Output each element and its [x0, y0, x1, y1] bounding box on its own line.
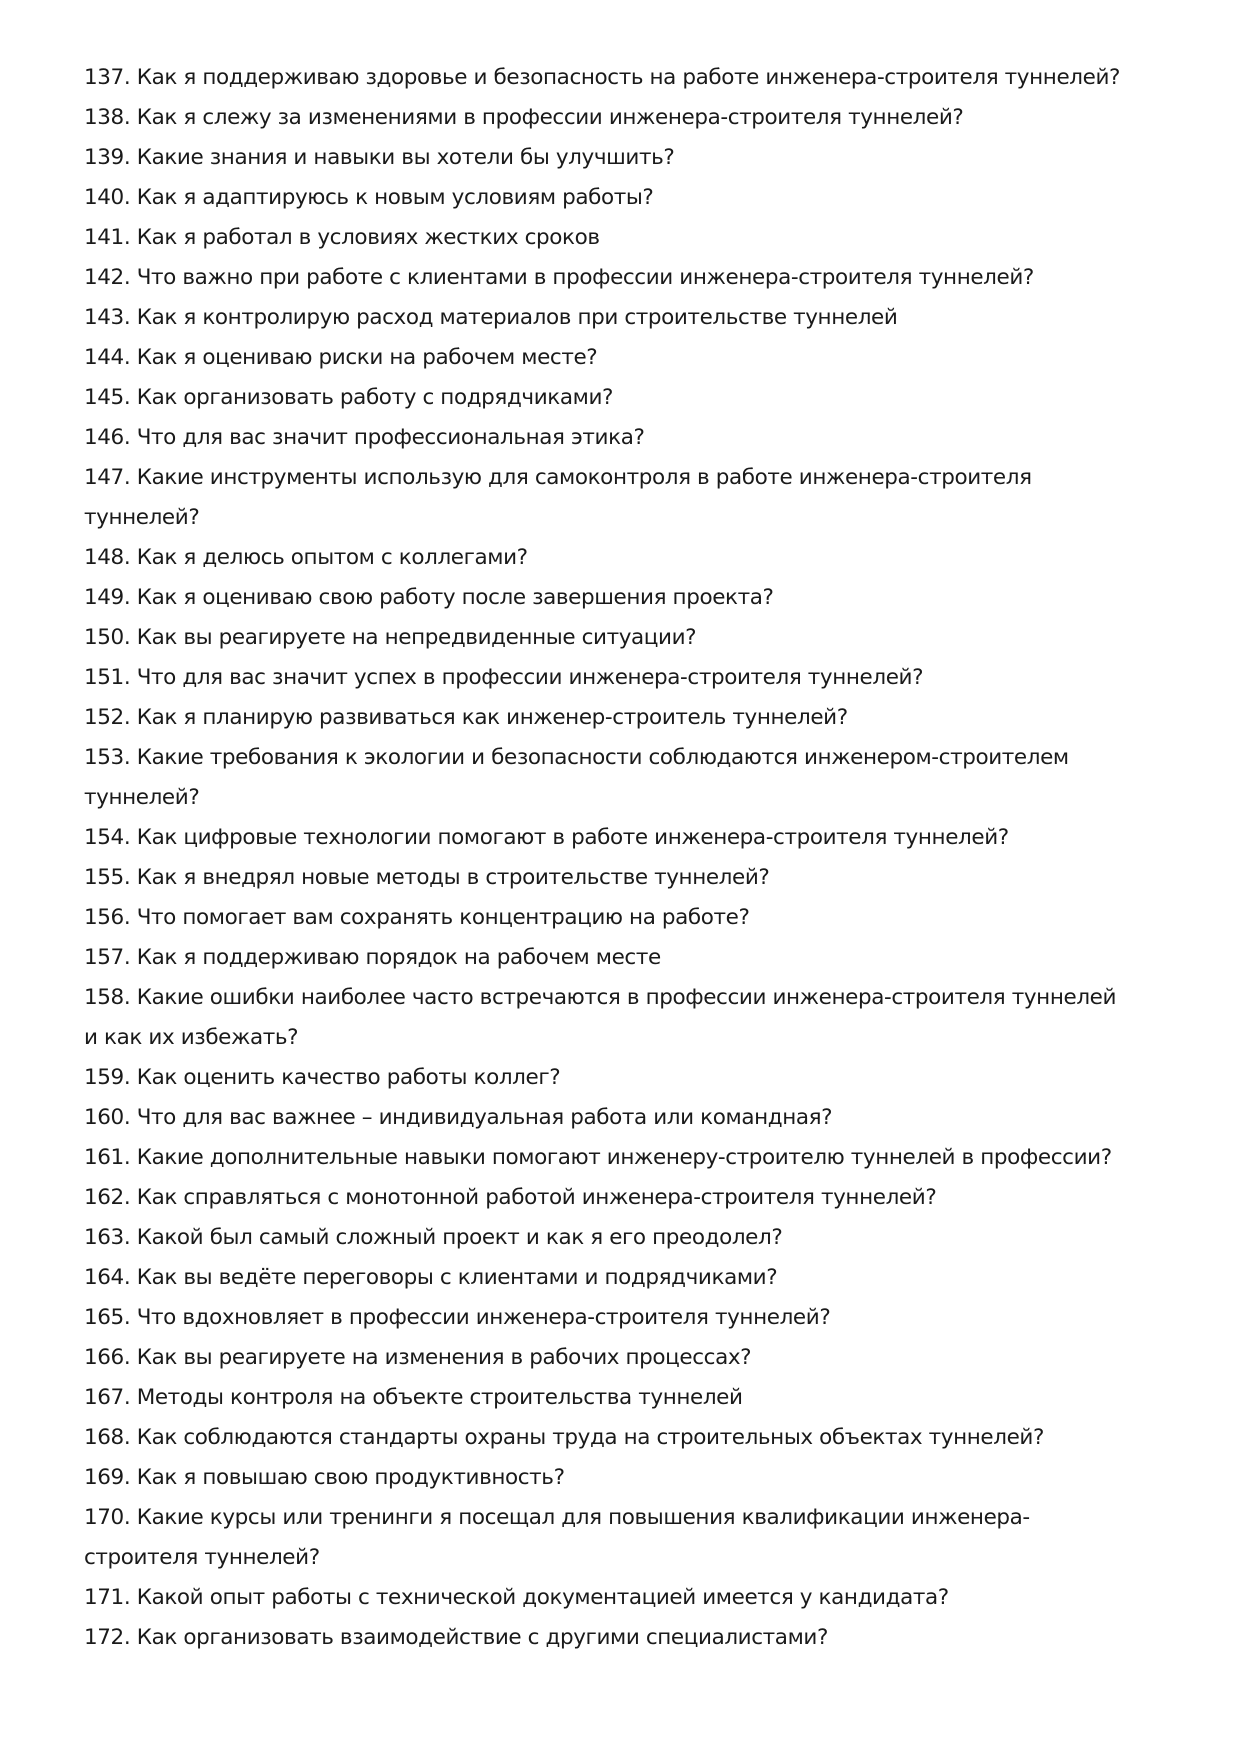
question-item: [84, 858, 1194, 898]
question-text: 167. Методы контроля на объекте строительства туннелей: [84, 1385, 743, 1410]
question-item: [84, 1098, 1194, 1138]
question-text: 168. Как соблюдаются стандарты охраны труда на строительных объектах туннелей?: [84, 1425, 1044, 1450]
question-item: [84, 578, 1194, 618]
question-item: [84, 1338, 1194, 1378]
question-text: 151. Что для вас значит успех в профессии инженера-строителя туннелей?: [84, 665, 924, 690]
question-item: [84, 938, 1194, 978]
question-item: [84, 1138, 1194, 1178]
question-item: [84, 378, 1194, 418]
question-text: 146. Что для вас значит профессиональная этика?: [84, 425, 645, 450]
question-list: [84, 58, 1194, 1658]
question-item: [84, 1218, 1194, 1258]
question-text: 154. Как цифровые технологии помогают в работе инженера-строителя туннелей?: [84, 825, 1009, 850]
question-text: 143. Как я контролирую расход материалов при строительстве туннелей: [84, 305, 898, 330]
question-text-continued: и как их избежать?: [84, 1025, 299, 1050]
question-text: 156. Что помогает вам сохранять концентрацию на работе?: [84, 905, 750, 930]
question-item: [84, 898, 1194, 938]
question-item: [84, 58, 1194, 98]
question-text: 142. Что важно при работе с клиентами в профессии инженера-строителя туннелей?: [84, 265, 1034, 290]
question-item: [84, 618, 1194, 658]
question-item: [84, 138, 1194, 178]
question-item: [84, 1298, 1194, 1338]
question-text: 166. Как вы реагируете на изменения в рабочих процессах?: [84, 1345, 752, 1370]
question-item: [84, 1258, 1194, 1298]
question-text: 137. Как я поддерживаю здоровье и безопасность на работе инженера-строителя туннелей?: [84, 65, 1121, 90]
question-text: 141. Как я работал в условиях жестких сроков: [84, 225, 600, 250]
question-item: [84, 1178, 1194, 1218]
question-item: [84, 1418, 1194, 1458]
question-text: 152. Как я планирую развиваться как инженер-строитель туннелей?: [84, 705, 848, 730]
question-text: 162. Как справляться с монотонной работой инженера-строителя туннелей?: [84, 1185, 937, 1210]
question-text: 153. Какие требования к экологии и безопасности соблюдаются инженером-строителем: [84, 745, 1069, 770]
question-text: 145. Как организовать работу с подрядчиками?: [84, 385, 614, 410]
document-page: [84, 58, 1194, 1658]
question-item: [84, 698, 1194, 738]
question-item: [84, 538, 1194, 578]
question-item: [84, 658, 1194, 698]
question-item: [84, 1618, 1194, 1658]
question-text-continued: туннелей?: [84, 505, 200, 530]
question-text-continued: туннелей?: [84, 785, 200, 810]
question-item: [84, 178, 1194, 218]
question-text: 172. Как организовать взаимодействие с другими специалистами?: [84, 1625, 828, 1650]
question-item: [84, 818, 1194, 858]
question-text: 161. Какие дополнительные навыки помогают инженеру-строителю туннелей в профессии?: [84, 1145, 1112, 1170]
question-text-continued: строителя туннелей?: [84, 1545, 320, 1570]
question-text: 165. Что вдохновляет в профессии инженера-строителя туннелей?: [84, 1305, 831, 1330]
question-text: 171. Какой опыт работы с технической документацией имеется у кандидата?: [84, 1585, 949, 1610]
question-text: 150. Как вы реагируете на непредвиденные ситуации?: [84, 625, 697, 650]
question-text: 144. Как я оцениваю риски на рабочем месте?: [84, 345, 598, 370]
question-item: [84, 1498, 1194, 1578]
question-text: 140. Как я адаптируюсь к новым условиям работы?: [84, 185, 654, 210]
question-item: [84, 738, 1194, 818]
question-item: [84, 98, 1194, 138]
question-item: [84, 458, 1194, 538]
question-text: 164. Как вы ведёте переговоры с клиентами и подрядчиками?: [84, 1265, 778, 1290]
question-item: [84, 338, 1194, 378]
question-text: 155. Как я внедрял новые методы в строительстве туннелей?: [84, 865, 770, 890]
question-text: 158. Какие ошибки наиболее часто встречаются в профессии инженера-строителя туннелей: [84, 985, 1117, 1010]
question-text: 157. Как я поддерживаю порядок на рабочем месте: [84, 945, 661, 970]
question-text: 163. Какой был самый сложный проект и как я его преодолел?: [84, 1225, 783, 1250]
question-item: [84, 258, 1194, 298]
question-item: [84, 418, 1194, 458]
question-text: 139. Какие знания и навыки вы хотели бы улучшить?: [84, 145, 675, 170]
question-text: 160. Что для вас важнее – индивидуальная работа или командная?: [84, 1105, 833, 1130]
question-text: 149. Как я оцениваю свою работу после завершения проекта?: [84, 585, 774, 610]
question-text: 159. Как оценить качество работы коллег?: [84, 1065, 561, 1090]
question-text: 148. Как я делюсь опытом с коллегами?: [84, 545, 528, 570]
question-text: 138. Как я слежу за изменениями в профессии инженера-строителя туннелей?: [84, 105, 964, 130]
question-item: [84, 218, 1194, 258]
question-text: 169. Как я повышаю свою продуктивность?: [84, 1465, 565, 1490]
question-item: [84, 1578, 1194, 1618]
question-item: [84, 298, 1194, 338]
question-item: [84, 1458, 1194, 1498]
question-text: 147. Какие инструменты использую для самоконтроля в работе инженера-строителя: [84, 465, 1032, 490]
question-item: [84, 1378, 1194, 1418]
question-text: 170. Какие курсы или тренинги я посещал для повышения квалификации инженера-: [84, 1505, 1030, 1530]
question-item: [84, 978, 1194, 1058]
question-item: [84, 1058, 1194, 1098]
